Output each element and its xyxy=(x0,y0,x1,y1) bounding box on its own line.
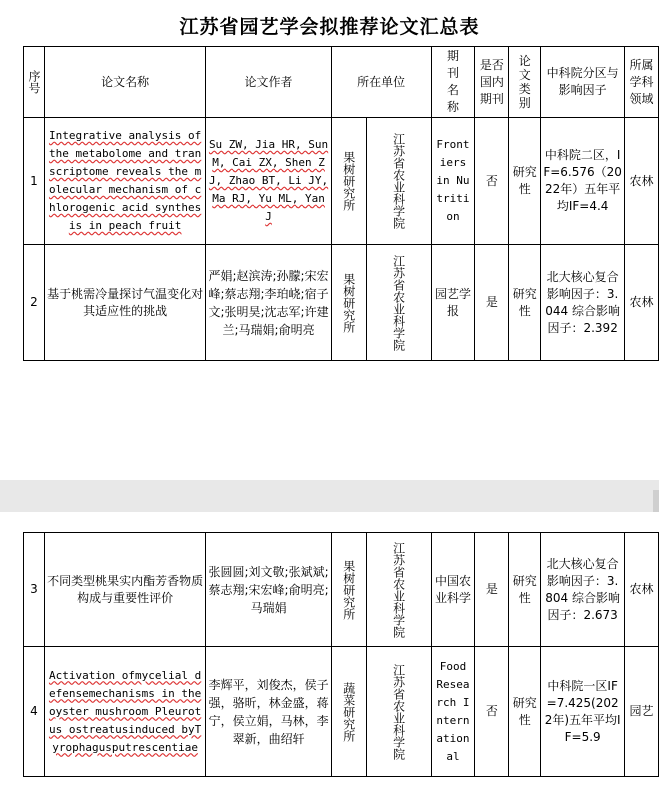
row-unit-academy: 江苏省农业科学院 xyxy=(366,647,431,777)
row-authors: 李辉平，刘俊杰，侯子强，骆昕，林金盛，蒋宁，侯立娟，马林，李翠新，曲绍轩 xyxy=(206,647,332,777)
row-no: 1 xyxy=(24,118,45,245)
header-domestic: 是否国内期刊 xyxy=(475,47,509,118)
header-field: 所属学科领域 xyxy=(625,47,659,118)
row-paper: 基于桃需冷量探讨气温变化对其适应性的挑战 xyxy=(44,245,205,361)
row-cas: 中科院二区，IF=6.576（2022年）五年平均IF=4.4 xyxy=(541,118,625,245)
scrollbar-edge[interactable] xyxy=(653,490,659,512)
row-paper: Activation ofmycelial defensemechanisms in the oyster mushroom Pleurotus ostreatusinduced byTyrophagusputrescentiae xyxy=(44,647,205,777)
page-gap xyxy=(0,480,659,512)
row-journal: 中国农业科学 xyxy=(431,533,475,647)
row-domestic: 否 xyxy=(475,647,509,777)
row-cas: 北大核心复合影响因子：3.044 综合影响因子：2.392 xyxy=(541,245,625,361)
table-row xyxy=(24,245,659,361)
row-paper: Integrative analysis of the metabolome and transcriptome reveals the molecular mechanism of chlorogenic acid synthesis in peach fruit xyxy=(44,118,205,245)
row-no: 3 xyxy=(24,533,45,647)
header-journal: 期刊名称 xyxy=(431,47,475,118)
row-authors: 严娟;赵滨涛;孙朦;宋宏峰;蔡志翔;李珀峣;宿子文;张明昊;沈志军;许建兰;马瑞娟;俞明亮 xyxy=(206,245,332,361)
table-row xyxy=(24,533,659,647)
papers-table xyxy=(23,46,659,361)
row-unit-academy: 江苏省农业科学院 xyxy=(366,533,431,647)
row-unit-academy: 江苏省农业科学院 xyxy=(366,118,431,245)
row-domestic: 是 xyxy=(475,533,509,647)
header-paper: 论文名称 xyxy=(44,47,205,118)
row-type: 研究性 xyxy=(509,118,541,245)
row-no: 4 xyxy=(24,647,45,777)
table-row xyxy=(24,118,659,245)
row-unit-institute: 果树研究所 xyxy=(331,533,366,647)
header-cas: 中科院分区与影响因子 xyxy=(541,47,625,118)
row-journal: Frontiers in Nutrition xyxy=(431,118,475,245)
papers-table-continued xyxy=(23,532,659,777)
row-type: 研究性 xyxy=(509,533,541,647)
table-header-row xyxy=(24,47,659,118)
row-field: 农林 xyxy=(625,245,659,361)
row-unit-institute: 果树研究所 xyxy=(331,118,366,245)
row-field: 农林 xyxy=(625,533,659,647)
row-cas: 北大核心复合影响因子：3.804 综合影响因子：2.673 xyxy=(541,533,625,647)
document-page-2 xyxy=(0,512,659,796)
row-domestic: 是 xyxy=(475,245,509,361)
table-row xyxy=(24,647,659,777)
row-journal: 园艺学报 xyxy=(431,245,475,361)
row-authors: Su ZW, Jia HR, Sun M, Cai ZX, Shen ZJ, Zhao BT, Li JY, Ma RJ, Yu ML, Yan J xyxy=(206,118,332,245)
header-type: 论文类别 xyxy=(509,47,541,118)
row-unit-academy: 江苏省农业科学院 xyxy=(366,245,431,361)
row-field: 园艺 xyxy=(625,647,659,777)
header-no: 序号 xyxy=(24,47,45,118)
row-unit-institute: 果树研究所 xyxy=(331,245,366,361)
row-field: 农林 xyxy=(625,118,659,245)
row-type: 研究性 xyxy=(509,245,541,361)
row-type: 研究性 xyxy=(509,647,541,777)
document-title: 江苏省园艺学会拟推荐论文汇总表 xyxy=(179,16,480,38)
row-paper: 不同类型桃果实内酯芳香物质构成与重要性评价 xyxy=(44,533,205,647)
header-unit: 所在单位 xyxy=(331,47,431,118)
row-cas: 中科院一区IF=7.425(2022年)五年平均IF=5.9 xyxy=(541,647,625,777)
row-journal: Food Research International xyxy=(431,647,475,777)
header-authors: 论文作者 xyxy=(206,47,332,118)
row-authors: 张圆圆;刘文敬;张斌斌;蔡志翔;宋宏峰;俞明亮;马瑞娟 xyxy=(206,533,332,647)
row-unit-institute: 蔬菜研究所 xyxy=(331,647,366,777)
row-no: 2 xyxy=(24,245,45,361)
row-domestic: 否 xyxy=(475,118,509,245)
